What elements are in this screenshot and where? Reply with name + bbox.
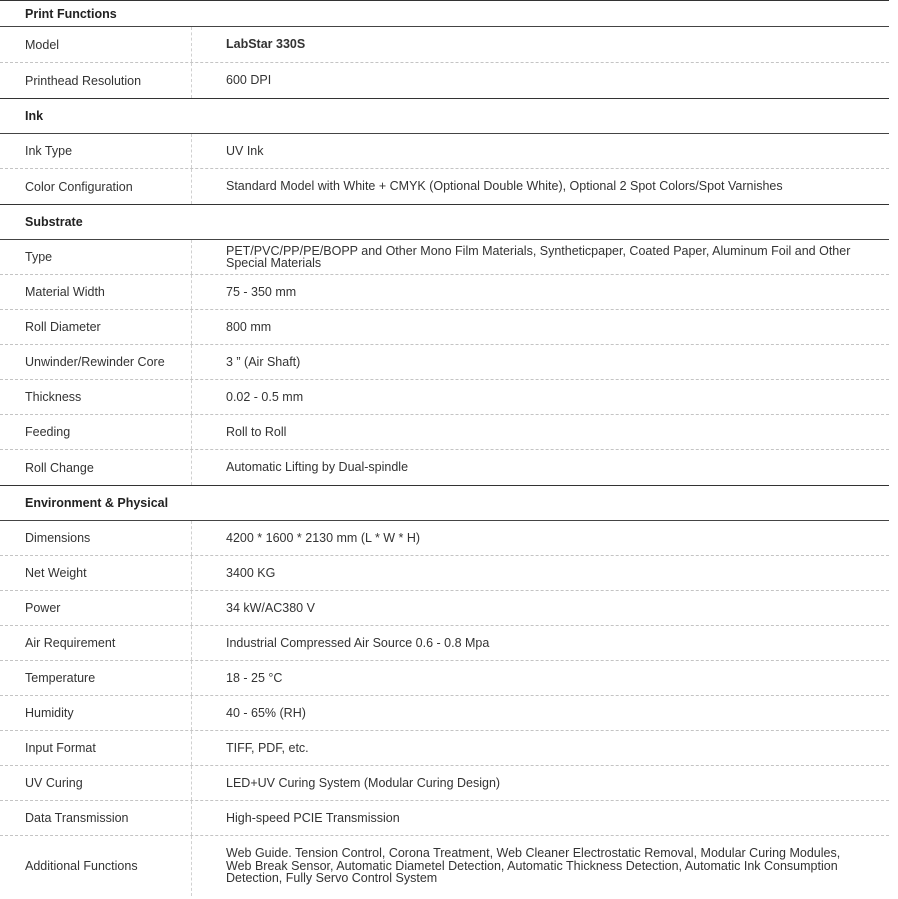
spec-label: Color Configuration — [0, 169, 192, 204]
spec-row-power — [0, 591, 889, 626]
spec-row-data-transmission — [0, 801, 889, 836]
spec-label: Roll Change — [0, 450, 192, 485]
spec-value: TIFF, PDF, etc. — [226, 740, 309, 755]
spec-label: Net Weight — [0, 556, 192, 590]
spec-value: 0.02 - 0.5 mm — [226, 389, 304, 404]
spec-value: LabStar 330S — [226, 37, 306, 52]
spec-label: Data Transmission — [0, 801, 192, 835]
spec-value: Industrial Compressed Air Source 0.6 - 0.8 Mpa — [226, 635, 490, 650]
spec-label: Humidity — [0, 696, 192, 730]
spec-row-roll-change — [0, 450, 889, 485]
spec-label: Air Requirement — [0, 626, 192, 660]
spec-value: LED+UV Curing System (Modular Curing Design) — [226, 775, 501, 790]
spec-row-input-format — [0, 731, 889, 766]
spec-label: Roll Diameter — [0, 310, 192, 344]
spec-row-additional-functions — [0, 836, 889, 896]
spec-value: 34 kW/AC380 V — [226, 600, 315, 615]
spec-value: PET/PVC/PP/PE/BOPP and Other Mono Film Materials, Syntheticpaper, Coated Paper, Aluminum Foil and Other Special Materials — [226, 243, 851, 270]
section-header-print-functions: Print Functions — [0, 1, 889, 27]
spec-row-material-width — [0, 275, 889, 310]
spec-row-temperature — [0, 661, 889, 696]
spec-label: Additional Functions — [0, 836, 192, 896]
spec-value: Web Guide. Tension Control, Corona Treatment, Web Cleaner Electrostatic Removal, Modular Curing Modules, Web Break Sensor, Automatic Diametel Detection, Automatic Thickness Detection, Automatic Ink Consumption Detection, Fully Servo Control System — [226, 846, 841, 886]
spec-value: UV Ink — [226, 143, 264, 158]
section-header-environment-physical: Environment & Physical — [0, 485, 889, 521]
spec-label: Ink Type — [0, 134, 192, 168]
spec-row-model — [0, 27, 889, 63]
spec-label: Power — [0, 591, 192, 625]
spec-label: Unwinder/Rewinder Core — [0, 345, 192, 379]
spec-row-ink-type — [0, 134, 889, 169]
spec-row-type — [0, 240, 889, 275]
spec-value: High-speed PCIE Transmission — [226, 810, 400, 825]
spec-label: UV Curing — [0, 766, 192, 800]
spec-row-core — [0, 345, 889, 380]
spec-row-net-weight — [0, 556, 889, 591]
spec-value: 18 - 25 °C — [226, 670, 283, 685]
spec-value: Roll to Roll — [226, 424, 287, 439]
spec-value: 600 DPI — [226, 73, 272, 88]
spec-value: 75 - 350 mm — [226, 284, 297, 299]
spec-row-uv-curing — [0, 766, 889, 801]
spec-value: 3 ” (Air Shaft) — [226, 354, 301, 369]
spec-value: 3400 KG — [226, 565, 276, 580]
spec-label: Material Width — [0, 275, 192, 309]
spec-label: Printhead Resolution — [0, 63, 192, 98]
spec-label: Thickness — [0, 380, 192, 414]
spec-value: Automatic Lifting by Dual-spindle — [226, 460, 409, 475]
spec-row-roll-diameter — [0, 310, 889, 345]
spec-label: Input Format — [0, 731, 192, 765]
spec-row-printhead-resolution — [0, 63, 889, 98]
spec-value: 4200 * 1600 * 2130 mm (L * W * H) — [226, 530, 421, 545]
section-header-substrate: Substrate — [0, 204, 889, 240]
spec-row-feeding — [0, 415, 889, 450]
spec-value: 40 - 65% (RH) — [226, 705, 306, 720]
spec-label: Temperature — [0, 661, 192, 695]
spec-label: Dimensions — [0, 521, 192, 555]
spec-row-thickness — [0, 380, 889, 415]
spec-row-humidity — [0, 696, 889, 731]
spec-label: Feeding — [0, 415, 192, 449]
spec-row-air-requirement — [0, 626, 889, 661]
spec-label: Model — [0, 27, 192, 62]
spec-row-dimensions — [0, 521, 889, 556]
spec-row-color-configuration — [0, 169, 889, 204]
section-header-ink: Ink — [0, 98, 889, 134]
spec-value: 800 mm — [226, 319, 272, 334]
spec-value: Standard Model with White + CMYK (Optional Double White), Optional 2 Spot Colors/Spot Varnishes — [226, 179, 783, 194]
spec-label: Type — [0, 240, 192, 274]
